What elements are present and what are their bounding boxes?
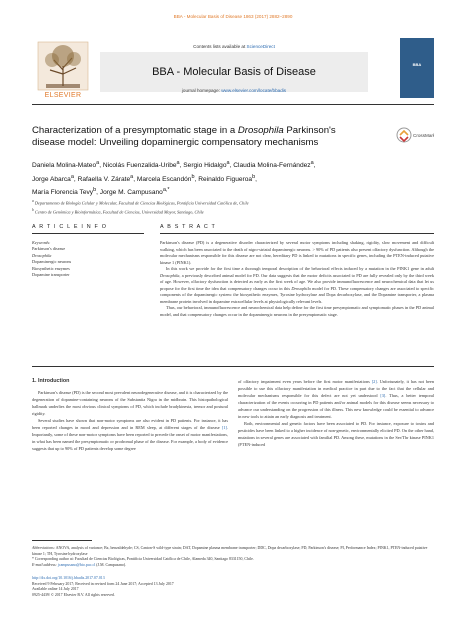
intro-right-column — [238, 378, 434, 448]
cover-text: BBA — [412, 62, 422, 67]
intro-paragraph: Several studies have shown that non-motor symptoms are also evident in PD patients. For instance, it has been reported changes in mood and depression and in REM sleep, at different stages of the disease [1]. Importantly, some of these non-motor symptoms have been reported to precede the onset of motor manifestations, in what has been named the presymptomatic or prodromal phase of the disease. For example, a body of evidence suggests that up to 90% of PD patients develop some degree — [32, 418, 229, 451]
affiliation-a: $^a$ Departamento de Biología Celular y Molecular, Facultad de Ciencias Biológicas, Pontificia Universidad Católica de, Chile — [32, 199, 249, 206]
footnotes — [32, 546, 434, 568]
article-identifiers — [32, 576, 434, 598]
keyword-item: Dopamine transporter — [32, 272, 70, 278]
intro-heading: 1. Introduction — [32, 378, 70, 384]
keyword-item: Parkinson's disease — [32, 246, 66, 252]
journal-homepage — [100, 88, 368, 93]
authors-line-1: Daniela Molina-Mateo$^a$, Nicolás Fuenzalida-Uribe$^a$, Sergio Hidalgo$^a$, Claudia Molina-Fernández$^a$, — [32, 160, 316, 170]
abstract-body — [160, 240, 434, 319]
sciencedirect-link[interactable]: ScienceDirect — [246, 44, 275, 49]
crossmark-label: CrossMark — [413, 133, 434, 138]
author-list — [32, 158, 432, 199]
elsevier-tree-logo — [32, 40, 94, 98]
keywords-label: Keywords: — [32, 240, 51, 245]
doi-link[interactable]: http://dx.doi.org/10.1016/j.bbadis.2017.07.013 — [32, 576, 105, 580]
homepage-link[interactable]: www.elsevier.com/locate/bbadis — [221, 88, 287, 93]
received-dates: Received 9 February 2017; Received in revised form 24 June 2017; Accepted 13 July 2017 — [32, 581, 174, 586]
article-info-heading: A R T I C L E I N F O — [32, 224, 108, 230]
article-title — [32, 125, 362, 149]
abstract-heading: A B S T R A C T — [160, 224, 217, 230]
journal-title: BBA - Molecular Basis of Disease — [152, 66, 316, 78]
homepage-prefix: journal homepage: — [181, 88, 222, 93]
abbreviations-footnote: Abbreviations: ANOVA, analysis of variance; Bz, benzaldehyde; CS, Canton-S wild-type strain; DAT, Dopamine plasma membrane transporter; DDC, Dopa decarboxylase; PD, Parkinson's disease; PI, Performance Index; PINK1, PTEN-induced putative kinase 1; TH, Tyrosine hydroxylase — [32, 546, 428, 556]
abstract-paragraph: Parkinson's disease (PD) is a degenerative disorder characterized by several motor symptoms including shaking, rigidity, slow movement and difficult walking, which has been associated to the death of nigro-striatal dopaminergic neurons. > 90% of PD patients also present olfactory dysfunction. Although the molecular mechanisms responsible for this disease are not clear, hereditary PD is linked to mutations in specific genes, including the PTEN-induced putative kinase 1 (PINK1). — [160, 240, 434, 265]
crossmark-badge[interactable] — [396, 125, 434, 147]
keywords-block — [32, 240, 142, 278]
article-info-rule — [32, 233, 144, 234]
intro-left-column — [32, 378, 228, 452]
corresponding-author-footnote: * Corresponding author at: Facultad de Ciencias Biológicas, Pontificia Universidad Católica de Chile, Alameda 340, Santiago 8331150, Chile. — [32, 557, 254, 562]
affiliation-b: $^b$ Centro de Genómica y Bioinformática, Facultad de Ciencias, Universidad Mayor, Santiago, Chile — [32, 207, 204, 215]
title-part1: Characterization of a presymptomatic stage in a — [32, 125, 238, 136]
authors-line-2: Jorge Abarca$^a$, Rafaella V. Zárate$^a$, Marcela Escandón$^b$, Reinaldo Figueroa$^b$, — [32, 173, 257, 183]
issn-copyright: 0925-4439/ © 2017 Elsevier B.V. All rights reserved. — [32, 592, 115, 597]
available-online: Available online 14 July 2017 — [32, 587, 79, 592]
intro-paragraph: Parkinson's disease (PD) is the second most prevalent neurodegenerative disease, and it is characterized by the degeneration of dopamine-containing neurons of the Substantia Nigra in the midbrain. This histopathological hallmark underlies the most obvious clinical symptoms of PD, which include bradykinesia, tremor and postural rigidity. — [32, 390, 229, 416]
authors-line-3: María Florencia Tevy$^b$, Jorge M. Campusano$^{a,*}$ — [32, 187, 170, 197]
abstract-bottom-rule — [32, 366, 434, 367]
abstract-rule — [160, 233, 434, 234]
title-part2: Parkinson's disease model: Unveiling dopaminergic compensatory mechanisms — [32, 125, 336, 148]
intro-paragraph: Both, environmental and genetic factors have been associated to PD. For instance, exposure to toxins and pesticides have been linked to a higher incidence of non-genetic, environmentally elicited PD. On the other hand, mutations in several genes are associated with familial PD. Among these, mutations in the Ser/Thr kinase PINK1 (PTEN-induced — [238, 421, 434, 447]
email-footnote: E-mail address: jcampusano@bio.puc.cl (J.M. Campusano). — [32, 562, 127, 567]
keyword-item: Dopaminergic neurons — [32, 259, 72, 265]
footnote-rule — [32, 540, 92, 541]
journal-cover-thumbnail — [400, 38, 434, 98]
keyword-item: Drosophila — [32, 252, 52, 258]
contents-prefix: Contents lists available at — [193, 44, 247, 49]
title-italic: Drosophila — [237, 125, 284, 136]
intro-paragraph: of olfactory impairment even years before the first motor manifestations [2]. Unfortunately, it has not been possible to use this olfactory manifestation in medical practice in part due to the fact that the cellular and molecular mechanisms responsible for this defect are not yet understood [3]. Thus, a better temporal characterization of the events occurring in PD patients and/or animal models for this disease seems necessary to advance our understanding on the progression of this illness. This new knowledge could be essential to advance in new tools to attain an early diagnosis and treatment. — [238, 379, 435, 419]
contents-line — [100, 44, 368, 49]
abstract-paragraph: In this work we provide for the first time a thorough temporal description of the behavioral effects induced by a mutation in the PINK1 gene in adult Drosophila, a previously described animal model for PD. Our data suggests that the motor deficits associated to PD are fully revealed only by the third week of age. However, olfactory dysfunction is detected as early as the first week of age. We also provide immunofluorescence and neurochemical data that let us propose for the first time the idea that compensatory changes occur in this Drosophila model for PD. These compensatory changes are associated to specific components of the dopaminergic system: the biosynthetic enzymes, Tyrosine hydroxylase and Dopa decarboxylase, and the Dopamine transporter, a plasma membrane protein involved in dopamine extracellular levels at physiologically relevant levels. — [160, 266, 434, 304]
publisher-wordmark: ELSEVIER — [44, 92, 82, 99]
keyword-item: Biosynthetic enzymes — [32, 265, 70, 271]
header-rule — [32, 104, 434, 105]
affiliations — [32, 198, 432, 216]
crossmark-icon — [396, 125, 434, 147]
running-head: BBA - Molecular Basis of Disease 1863 (2017) 2882–2890 — [173, 14, 293, 19]
abstract-paragraph: Thus, our behavioral, immunofluorescence and neurochemical data help define for the first time presymptomatic and symptomatic phases in the PD animal model, and that compensatory changes occur in the dopaminergic neurons in the presymptomatic stage. — [160, 305, 434, 318]
